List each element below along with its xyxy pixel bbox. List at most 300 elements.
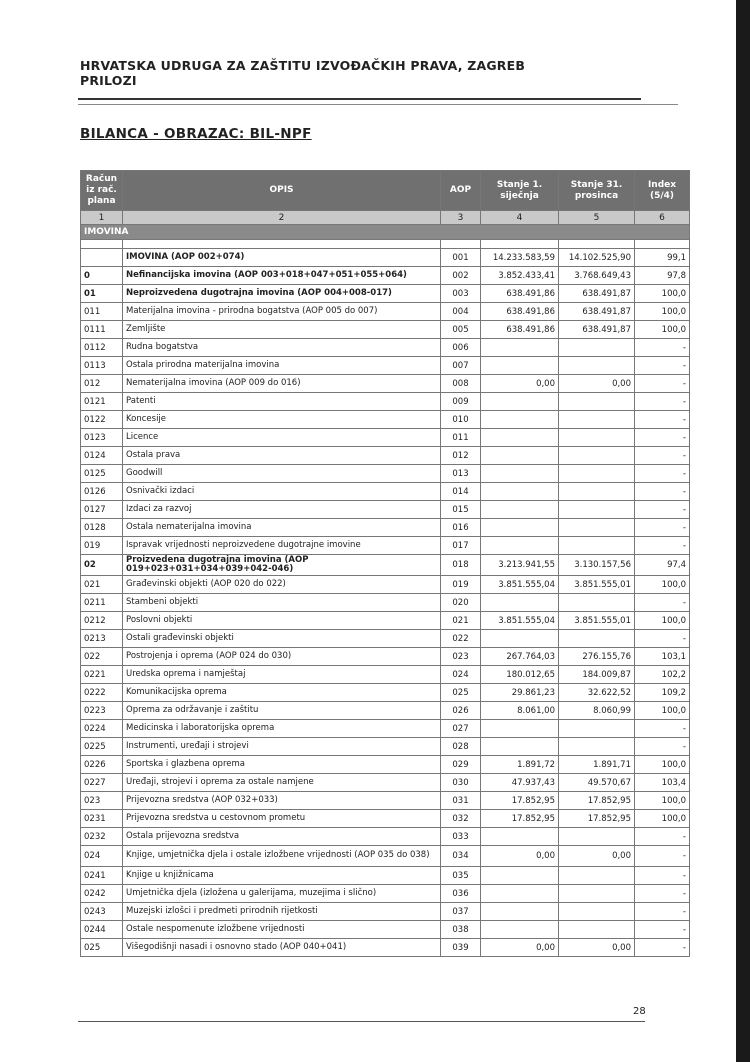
table-row bbox=[81, 846, 690, 867]
cell-s1: 0,00 bbox=[481, 846, 559, 867]
cell-index: - bbox=[635, 903, 690, 921]
footer-rule bbox=[78, 1021, 645, 1022]
cell-aop: 007 bbox=[441, 357, 481, 375]
spacer-row bbox=[81, 240, 690, 249]
cell-opis: Patenti bbox=[123, 393, 441, 411]
cell-s31: 3.851.555,01 bbox=[559, 612, 635, 630]
cell-racun: 0113 bbox=[81, 357, 123, 375]
cell-s1 bbox=[481, 921, 559, 939]
cell-s31: 32.622,52 bbox=[559, 684, 635, 702]
cell-opis: Licence bbox=[123, 429, 441, 447]
cell-opis: Zemljište bbox=[123, 321, 441, 339]
cell-s1: 17.852,95 bbox=[481, 810, 559, 828]
table-row bbox=[81, 738, 690, 756]
cell-opis: Koncesije bbox=[123, 411, 441, 429]
cell-racun: 0112 bbox=[81, 339, 123, 357]
cell-index: 97,8 bbox=[635, 267, 690, 285]
cell-s1 bbox=[481, 483, 559, 501]
table-row bbox=[81, 519, 690, 537]
cell-index: - bbox=[635, 429, 690, 447]
table-row bbox=[81, 447, 690, 465]
table-row bbox=[81, 594, 690, 612]
table-row bbox=[81, 630, 690, 648]
table-row bbox=[81, 285, 690, 303]
cell-opis: Ispravak vrijednosti neproizvedene dugotrajne imovine bbox=[123, 537, 441, 555]
cell-s1: 17.852,95 bbox=[481, 792, 559, 810]
header-opis: OPIS bbox=[123, 171, 441, 211]
cell-racun: 019 bbox=[81, 537, 123, 555]
cell-index: 100,0 bbox=[635, 792, 690, 810]
cell-aop: 004 bbox=[441, 303, 481, 321]
cell-s1 bbox=[481, 357, 559, 375]
cell-s1 bbox=[481, 447, 559, 465]
cell-index: - bbox=[635, 738, 690, 756]
cell-s1 bbox=[481, 630, 559, 648]
cell-opis: Proizvedena dugotrajna imovina (AOP 019+023+031+034+039+042-046) bbox=[123, 555, 441, 576]
column-number: 1 bbox=[81, 211, 123, 225]
cell-s1: 14.233.583,59 bbox=[481, 249, 559, 267]
cell-racun: 0211 bbox=[81, 594, 123, 612]
cell-index: - bbox=[635, 339, 690, 357]
header-index: Index (5/4) bbox=[635, 171, 690, 211]
cell-s31 bbox=[559, 867, 635, 885]
table-row bbox=[81, 357, 690, 375]
cell-opis: Instrumenti, uređaji i strojevi bbox=[123, 738, 441, 756]
cell-opis: Ostali građevinski objekti bbox=[123, 630, 441, 648]
cell-opis: IMOVINA (AOP 002+074) bbox=[123, 249, 441, 267]
cell-index: - bbox=[635, 375, 690, 393]
cell-index: 100,0 bbox=[635, 285, 690, 303]
cell-aop: 034 bbox=[441, 846, 481, 867]
cell-index: - bbox=[635, 393, 690, 411]
cell-racun: 0225 bbox=[81, 738, 123, 756]
cell-racun: 0125 bbox=[81, 465, 123, 483]
cell-s1: 47.937,43 bbox=[481, 774, 559, 792]
cell-aop: 001 bbox=[441, 249, 481, 267]
cell-index: - bbox=[635, 921, 690, 939]
table-row bbox=[81, 321, 690, 339]
cell-racun: 02 bbox=[81, 555, 123, 576]
cell-racun: 011 bbox=[81, 303, 123, 321]
cell-aop: 016 bbox=[441, 519, 481, 537]
cell-racun: 0226 bbox=[81, 756, 123, 774]
cell-opis: Ostale nespomenute izložbene vrijednosti bbox=[123, 921, 441, 939]
cell-racun: 0123 bbox=[81, 429, 123, 447]
cell-s1: 0,00 bbox=[481, 939, 559, 957]
cell-s1: 180.012,65 bbox=[481, 666, 559, 684]
cell-racun: 0242 bbox=[81, 885, 123, 903]
cell-aop: 039 bbox=[441, 939, 481, 957]
cell-opis: Ostala prirodna materijalna imovina bbox=[123, 357, 441, 375]
column-number: 5 bbox=[559, 211, 635, 225]
cell-s31 bbox=[559, 885, 635, 903]
cell-s31 bbox=[559, 921, 635, 939]
cell-index: 100,0 bbox=[635, 702, 690, 720]
cell-racun: 021 bbox=[81, 576, 123, 594]
cell-opis: Ostala nematerijalna imovina bbox=[123, 519, 441, 537]
cell-s31: 17.852,95 bbox=[559, 792, 635, 810]
organization-header bbox=[80, 58, 525, 88]
cell-aop: 008 bbox=[441, 375, 481, 393]
cell-opis: Neproizvedena dugotrajna imovina (AOP 004+008-017) bbox=[123, 285, 441, 303]
table-row bbox=[81, 774, 690, 792]
cell-racun: 0126 bbox=[81, 483, 123, 501]
cell-s1 bbox=[481, 393, 559, 411]
cell-aop: 038 bbox=[441, 921, 481, 939]
column-number: 3 bbox=[441, 211, 481, 225]
section-name: PRILOZI bbox=[80, 73, 137, 88]
cell-index: 100,0 bbox=[635, 810, 690, 828]
cell-aop: 030 bbox=[441, 774, 481, 792]
cell-opis: Sportska i glazbena oprema bbox=[123, 756, 441, 774]
cell-s31 bbox=[559, 447, 635, 465]
cell-index: - bbox=[635, 519, 690, 537]
header-stanje-31: Stanje 31. prosinca bbox=[559, 171, 635, 211]
cell-aop: 015 bbox=[441, 501, 481, 519]
cell-aop: 010 bbox=[441, 411, 481, 429]
table-row bbox=[81, 483, 690, 501]
cell-s1 bbox=[481, 720, 559, 738]
table-row bbox=[81, 867, 690, 885]
cell-s31 bbox=[559, 903, 635, 921]
cell-index: - bbox=[635, 720, 690, 738]
cell-s31: 8.060,99 bbox=[559, 702, 635, 720]
cell-racun: 0241 bbox=[81, 867, 123, 885]
table-row bbox=[81, 411, 690, 429]
cell-s1: 3.213.941,55 bbox=[481, 555, 559, 576]
header-racun: Račun iz rač. plana bbox=[81, 171, 123, 211]
cell-s1 bbox=[481, 594, 559, 612]
cell-s31: 0,00 bbox=[559, 939, 635, 957]
cell-s31: 276.155,76 bbox=[559, 648, 635, 666]
cell-s1 bbox=[481, 903, 559, 921]
cell-opis: Višegodišnji nasadi i osnovno stado (AOP 040+041) bbox=[123, 939, 441, 957]
cell-s31: 0,00 bbox=[559, 375, 635, 393]
cell-s31 bbox=[559, 630, 635, 648]
cell-aop: 005 bbox=[441, 321, 481, 339]
cell-s31: 49.570,67 bbox=[559, 774, 635, 792]
cell-s1: 638.491,86 bbox=[481, 285, 559, 303]
cell-opis: Izdaci za razvoj bbox=[123, 501, 441, 519]
cell-s1: 638.491,86 bbox=[481, 303, 559, 321]
cell-s31: 184.009,87 bbox=[559, 666, 635, 684]
cell-racun: 0224 bbox=[81, 720, 123, 738]
page-edge bbox=[736, 0, 750, 1062]
column-number: 6 bbox=[635, 211, 690, 225]
cell-index: 103,1 bbox=[635, 648, 690, 666]
cell-s31 bbox=[559, 429, 635, 447]
table-row bbox=[81, 576, 690, 594]
cell-racun: 0243 bbox=[81, 903, 123, 921]
cell-s31: 638.491,87 bbox=[559, 303, 635, 321]
cell-s1 bbox=[481, 465, 559, 483]
table-row bbox=[81, 303, 690, 321]
cell-aop: 032 bbox=[441, 810, 481, 828]
column-number-row bbox=[81, 211, 690, 225]
table-row bbox=[81, 648, 690, 666]
cell-s31 bbox=[559, 411, 635, 429]
cell-s31 bbox=[559, 594, 635, 612]
cell-index: 102,2 bbox=[635, 666, 690, 684]
cell-index: - bbox=[635, 594, 690, 612]
cell-opis: Postrojenja i oprema (AOP 024 do 030) bbox=[123, 648, 441, 666]
cell-racun: 024 bbox=[81, 846, 123, 867]
cell-s1 bbox=[481, 429, 559, 447]
cell-aop: 021 bbox=[441, 612, 481, 630]
table-row bbox=[81, 555, 690, 576]
cell-s31 bbox=[559, 738, 635, 756]
cell-aop: 009 bbox=[441, 393, 481, 411]
cell-s31: 3.851.555,01 bbox=[559, 576, 635, 594]
section-label: IMOVINA bbox=[81, 225, 690, 240]
cell-s1 bbox=[481, 339, 559, 357]
table-row bbox=[81, 249, 690, 267]
cell-racun: 0221 bbox=[81, 666, 123, 684]
table-row bbox=[81, 756, 690, 774]
table-row bbox=[81, 684, 690, 702]
cell-s31: 0,00 bbox=[559, 846, 635, 867]
cell-opis: Goodwill bbox=[123, 465, 441, 483]
table-body bbox=[81, 249, 690, 957]
table-row bbox=[81, 537, 690, 555]
cell-aop: 002 bbox=[441, 267, 481, 285]
cell-index: - bbox=[635, 501, 690, 519]
cell-index: - bbox=[635, 483, 690, 501]
cell-racun: 0222 bbox=[81, 684, 123, 702]
cell-opis: Knjige u knjižnicama bbox=[123, 867, 441, 885]
cell-s31 bbox=[559, 465, 635, 483]
cell-racun: 0128 bbox=[81, 519, 123, 537]
cell-index: 109,2 bbox=[635, 684, 690, 702]
cell-s31 bbox=[559, 339, 635, 357]
table-row bbox=[81, 939, 690, 957]
cell-s31 bbox=[559, 720, 635, 738]
section-row bbox=[81, 225, 690, 240]
cell-aop: 012 bbox=[441, 447, 481, 465]
table-row bbox=[81, 921, 690, 939]
cell-racun: 0213 bbox=[81, 630, 123, 648]
cell-s1 bbox=[481, 867, 559, 885]
table-row bbox=[81, 339, 690, 357]
organization-name: HRVATSKA UDRUGA ZA ZAŠTITU IZVOĐAČKIH PRAVA, ZAGREB bbox=[80, 58, 526, 73]
cell-s31: 14.102.525,90 bbox=[559, 249, 635, 267]
cell-index: - bbox=[635, 846, 690, 867]
cell-racun: 0121 bbox=[81, 393, 123, 411]
page-title: BILANCA - OBRAZAC: BIL-NPF bbox=[80, 126, 312, 142]
cell-s1 bbox=[481, 501, 559, 519]
cell-opis: Nefinancijska imovina (AOP 003+018+047+051+055+064) bbox=[123, 267, 441, 285]
cell-opis: Poslovni objekti bbox=[123, 612, 441, 630]
balance-sheet-table bbox=[80, 170, 690, 957]
cell-aop: 036 bbox=[441, 885, 481, 903]
cell-racun: 022 bbox=[81, 648, 123, 666]
cell-index: 99,1 bbox=[635, 249, 690, 267]
cell-s31 bbox=[559, 828, 635, 846]
cell-aop: 006 bbox=[441, 339, 481, 357]
cell-aop: 024 bbox=[441, 666, 481, 684]
cell-opis: Oprema za održavanje i zaštitu bbox=[123, 702, 441, 720]
cell-racun: 0127 bbox=[81, 501, 123, 519]
cell-opis: Rudna bogatstva bbox=[123, 339, 441, 357]
table-row bbox=[81, 903, 690, 921]
cell-s1: 8.061,00 bbox=[481, 702, 559, 720]
table-row bbox=[81, 702, 690, 720]
table-row bbox=[81, 501, 690, 519]
cell-aop: 025 bbox=[441, 684, 481, 702]
cell-opis: Prijevozna sredstva (AOP 032+033) bbox=[123, 792, 441, 810]
cell-aop: 023 bbox=[441, 648, 481, 666]
page-number: 28 bbox=[633, 1006, 646, 1017]
cell-index: - bbox=[635, 465, 690, 483]
cell-opis: Nematerijalna imovina (AOP 009 do 016) bbox=[123, 375, 441, 393]
cell-s1 bbox=[481, 828, 559, 846]
cell-s31: 3.130.157,56 bbox=[559, 555, 635, 576]
cell-aop: 013 bbox=[441, 465, 481, 483]
cell-s31: 17.852,95 bbox=[559, 810, 635, 828]
cell-racun: 0 bbox=[81, 267, 123, 285]
cell-opis: Ostala prava bbox=[123, 447, 441, 465]
cell-aop: 014 bbox=[441, 483, 481, 501]
column-number: 4 bbox=[481, 211, 559, 225]
cell-opis: Uredska oprema i namještaj bbox=[123, 666, 441, 684]
cell-aop: 003 bbox=[441, 285, 481, 303]
cell-s1: 3.851.555,04 bbox=[481, 576, 559, 594]
cell-s31: 638.491,87 bbox=[559, 285, 635, 303]
cell-racun: 0232 bbox=[81, 828, 123, 846]
cell-s31: 1.891,71 bbox=[559, 756, 635, 774]
cell-index: - bbox=[635, 411, 690, 429]
column-number: 2 bbox=[123, 211, 441, 225]
cell-aop: 033 bbox=[441, 828, 481, 846]
cell-racun bbox=[81, 249, 123, 267]
cell-racun: 0231 bbox=[81, 810, 123, 828]
cell-s1: 0,00 bbox=[481, 375, 559, 393]
cell-s1: 638.491,86 bbox=[481, 321, 559, 339]
cell-index: - bbox=[635, 885, 690, 903]
cell-opis: Materijalna imovina - prirodna bogatstva (AOP 005 do 007) bbox=[123, 303, 441, 321]
cell-aop: 029 bbox=[441, 756, 481, 774]
cell-opis: Uređaji, strojevi i oprema za ostale namjene bbox=[123, 774, 441, 792]
cell-racun: 01 bbox=[81, 285, 123, 303]
cell-index: 100,0 bbox=[635, 576, 690, 594]
table-header-row bbox=[81, 171, 690, 211]
cell-aop: 011 bbox=[441, 429, 481, 447]
cell-racun: 0227 bbox=[81, 774, 123, 792]
cell-index: 100,0 bbox=[635, 321, 690, 339]
cell-s1: 1.891,72 bbox=[481, 756, 559, 774]
cell-s1 bbox=[481, 537, 559, 555]
cell-index: 103,4 bbox=[635, 774, 690, 792]
cell-s1: 3.851.555,04 bbox=[481, 612, 559, 630]
cell-s1 bbox=[481, 411, 559, 429]
cell-aop: 035 bbox=[441, 867, 481, 885]
cell-index: 100,0 bbox=[635, 756, 690, 774]
table-row bbox=[81, 885, 690, 903]
cell-aop: 018 bbox=[441, 555, 481, 576]
header-rule bbox=[78, 98, 641, 100]
cell-aop: 020 bbox=[441, 594, 481, 612]
cell-opis: Građevinski objekti (AOP 020 do 022) bbox=[123, 576, 441, 594]
cell-opis: Prijevozna sredstva u cestovnom prometu bbox=[123, 810, 441, 828]
cell-racun: 023 bbox=[81, 792, 123, 810]
cell-aop: 022 bbox=[441, 630, 481, 648]
cell-racun: 0223 bbox=[81, 702, 123, 720]
cell-opis: Komunikacijska oprema bbox=[123, 684, 441, 702]
header-stanje-1: Stanje 1. siječnja bbox=[481, 171, 559, 211]
cell-aop: 026 bbox=[441, 702, 481, 720]
table-row bbox=[81, 810, 690, 828]
table-row bbox=[81, 612, 690, 630]
cell-racun: 0124 bbox=[81, 447, 123, 465]
cell-aop: 027 bbox=[441, 720, 481, 738]
cell-s31 bbox=[559, 537, 635, 555]
cell-racun: 025 bbox=[81, 939, 123, 957]
cell-s1 bbox=[481, 738, 559, 756]
cell-aop: 028 bbox=[441, 738, 481, 756]
cell-opis: Stambeni objekti bbox=[123, 594, 441, 612]
cell-index: - bbox=[635, 939, 690, 957]
cell-s1 bbox=[481, 519, 559, 537]
cell-aop: 017 bbox=[441, 537, 481, 555]
cell-racun: 0111 bbox=[81, 321, 123, 339]
cell-s1: 267.764,03 bbox=[481, 648, 559, 666]
cell-s31 bbox=[559, 393, 635, 411]
cell-racun: 012 bbox=[81, 375, 123, 393]
cell-racun: 0244 bbox=[81, 921, 123, 939]
cell-opis: Umjetnička djela (izložena u galerijama, muzejima i slično) bbox=[123, 885, 441, 903]
table-row bbox=[81, 375, 690, 393]
cell-s31 bbox=[559, 519, 635, 537]
header-aop: AOP bbox=[441, 171, 481, 211]
cell-opis: Muzejski izlošci i predmeti prirodnih rijetkosti bbox=[123, 903, 441, 921]
cell-index: - bbox=[635, 630, 690, 648]
cell-s1: 29.861,23 bbox=[481, 684, 559, 702]
cell-s31: 638.491,87 bbox=[559, 321, 635, 339]
table-row bbox=[81, 828, 690, 846]
cell-opis: Osnivački izdaci bbox=[123, 483, 441, 501]
table-row bbox=[81, 720, 690, 738]
cell-opis: Medicinska i laboratorijska oprema bbox=[123, 720, 441, 738]
table-row bbox=[81, 792, 690, 810]
cell-opis: Knjige, umjetnička djela i ostale izložbene vrijednosti (AOP 035 do 038) bbox=[123, 846, 441, 867]
cell-index: - bbox=[635, 447, 690, 465]
cell-s1 bbox=[481, 885, 559, 903]
table-row bbox=[81, 465, 690, 483]
cell-racun: 0122 bbox=[81, 411, 123, 429]
header-rule-thin bbox=[78, 104, 678, 105]
cell-index: - bbox=[635, 357, 690, 375]
cell-aop: 037 bbox=[441, 903, 481, 921]
table-row bbox=[81, 666, 690, 684]
cell-s31 bbox=[559, 483, 635, 501]
cell-index: 97,4 bbox=[635, 555, 690, 576]
table-row bbox=[81, 393, 690, 411]
cell-s1: 3.852.433,41 bbox=[481, 267, 559, 285]
cell-index: - bbox=[635, 537, 690, 555]
cell-s31 bbox=[559, 501, 635, 519]
cell-s31: 3.768.649,43 bbox=[559, 267, 635, 285]
cell-opis: Ostala prijevozna sredstva bbox=[123, 828, 441, 846]
cell-index: - bbox=[635, 828, 690, 846]
cell-s31 bbox=[559, 357, 635, 375]
cell-index: - bbox=[635, 867, 690, 885]
cell-aop: 031 bbox=[441, 792, 481, 810]
cell-aop: 019 bbox=[441, 576, 481, 594]
table-row bbox=[81, 429, 690, 447]
cell-index: 100,0 bbox=[635, 303, 690, 321]
cell-index: 100,0 bbox=[635, 612, 690, 630]
table-row bbox=[81, 267, 690, 285]
